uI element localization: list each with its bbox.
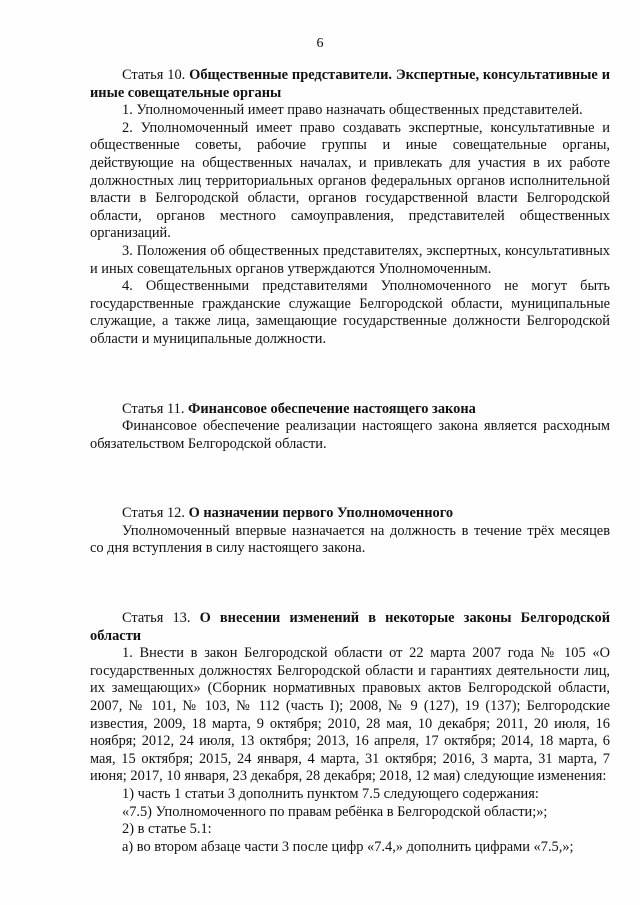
page-number: 6 xyxy=(316,36,324,51)
article-label: Статья 10. xyxy=(122,67,186,83)
article-title: Общественные представители. Экспертные, консультативные и иные совещательные органы xyxy=(90,67,610,101)
paragraph: Уполномоченный впервые назначается на должность в течение трёх месяцев со дня вступления в силу настоящего закона. xyxy=(90,522,610,557)
article-title: О внесении изменений в некоторые законы Белгородской области xyxy=(90,610,610,644)
article-heading xyxy=(90,610,610,645)
section-gap xyxy=(90,453,610,505)
paragraph: а) во втором абзаце части 3 после цифр «7.4,» дополнить цифрами «7.5,»; xyxy=(122,838,574,855)
paragraph: 1. Внести в закон Белгородской области от 22 марта 2007 года № 105 «О государственных должностях Белгородской области и гарантиях деятельности лиц, их замещающих» (Сборник нормативных правовых актов Белгородской области, 2007, № 101, № 103, № 112 (часть I); 2008, № 9 (127), 19 (137); Белгородские известия, 2009, 18 марта, 9 октября; 2010, 28 мая, 10 декабря; 2011, 20 июля, 16 ноября; 2012, 24 июля, 13 октября; 2013, 16 апреля, 17 октября; 2014, 18 марта, 6 мая, 15 октября; 2015, 24 января, 4 марта, 31 октября; 2016, 3 марта, 31 марта, 7 июня; 2017, 10 января, 23 декабря, 28 декабря; 2018, 12 мая) следующие изменения: xyxy=(90,645,610,785)
paragraph: 2) в статье 5.1: xyxy=(122,821,212,838)
article-heading xyxy=(90,505,610,523)
section-gap xyxy=(90,349,610,401)
document-body xyxy=(90,67,610,856)
paragraph: 3. Положения об общественных представителях, экспертных, консультативных и иных совещательных органов утверждаются Уполномоченным. xyxy=(90,242,610,277)
article-heading xyxy=(90,67,610,102)
paragraph: «7.5) Уполномоченного по правам ребёнка в Белгородской области;»; xyxy=(122,803,548,820)
paragraph: 1) часть 1 статьи 3 дополнить пунктом 7.5 следующего содержания: xyxy=(122,786,539,802)
article-12 xyxy=(90,505,610,558)
article-11 xyxy=(90,401,610,454)
section-gap xyxy=(90,558,610,610)
article-title: О назначении первого Уполномоченного xyxy=(188,505,454,522)
article-10 xyxy=(90,67,610,349)
paragraph: 4. Общественными представителями Уполномоченного не могут быть государственные гражданские служащие Белгородской области, муниципальные служащие, а также лица, замещающие государственные должности Белгородской области и муниципальные должности. xyxy=(90,278,610,347)
article-label: Статья 13. xyxy=(122,610,191,627)
paragraph: 2. Уполномоченный имеет право создавать экспертные, консультативные и общественные советы, рабочие группы и иные совещательные органы, действующие на общественных началах, и привлекать для участия в их работе должностных лиц территориальных органов федеральных органов исполнительной власти в Белгородской области, органов государственной власти Белгородской области, органов местного самоуправления, представителей общественных организаций. xyxy=(90,119,610,242)
paragraph: 1. Уполномоченный имеет право назначать общественных представителей. xyxy=(122,102,583,119)
article-label: Статья 12. xyxy=(122,505,185,522)
article-heading xyxy=(90,401,610,419)
article-label: Статья 11. xyxy=(122,400,185,417)
paragraph: Финансовое обеспечение реализации настоящего закона является расходным обязательством Белгородской области. xyxy=(90,418,610,452)
article-title: Финансовое обеспечение настоящего закона xyxy=(188,400,476,417)
article-13 xyxy=(90,610,610,856)
